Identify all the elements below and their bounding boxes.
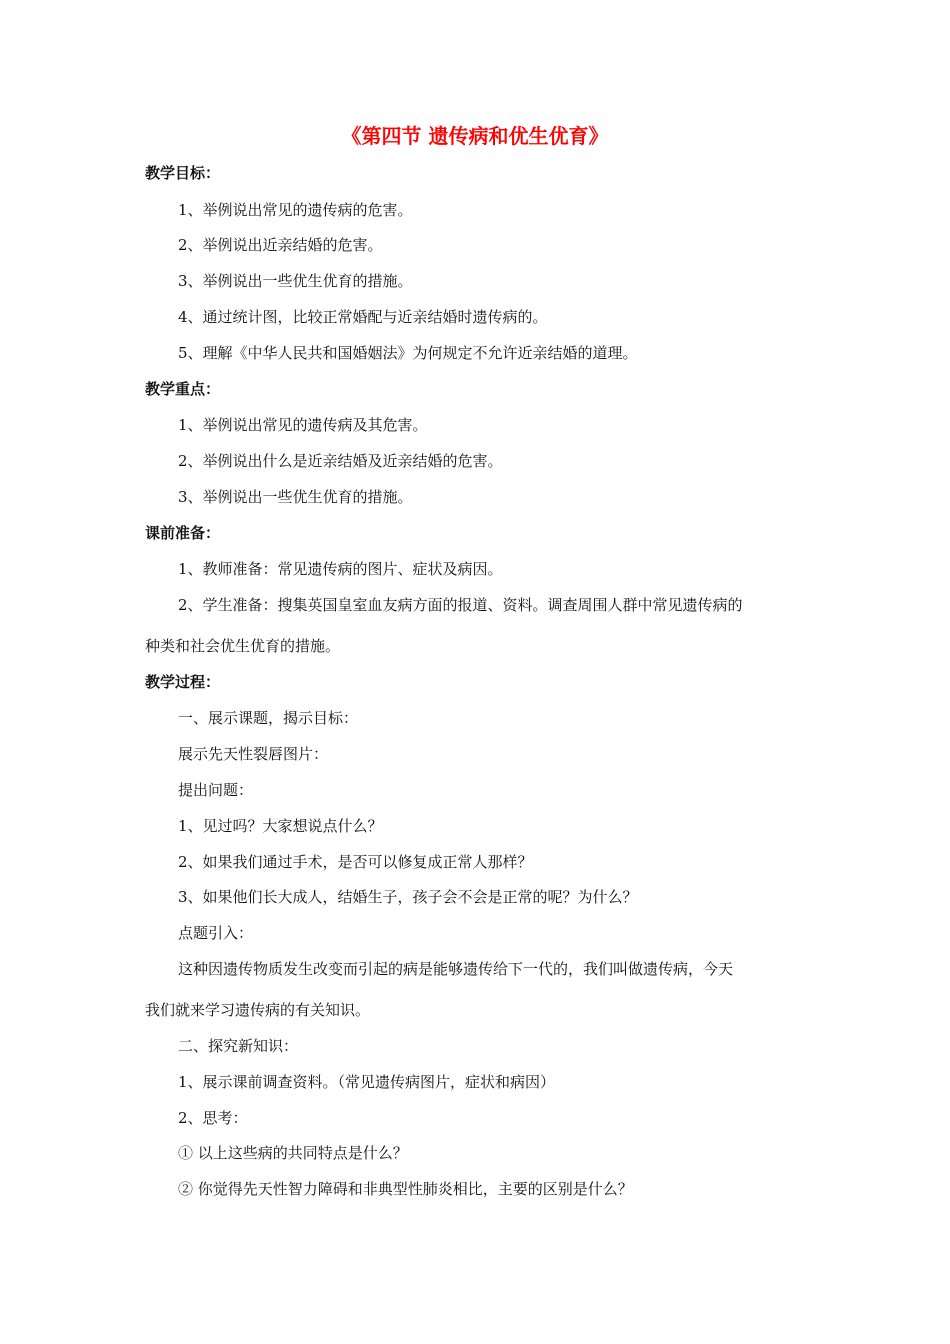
process-item: 1、展示课前调查资料。（常见遗传病图片，症状和病因） <box>178 1073 556 1091</box>
preparation-item: 1、教师准备：常见遗传病的图片、症状及病因。 <box>178 560 503 578</box>
process-item-continued: 我们就来学习遗传病的有关知识。 <box>145 1001 371 1019</box>
objective-item: 2、举例说出近亲结婚的危害。 <box>178 236 383 254</box>
objective-item: 4、通过统计图，比较正常婚配与近亲结婚时遗传病的。 <box>178 308 548 326</box>
process-item: 1、见过吗？大家想说点什么？ <box>178 817 383 835</box>
objective-item: 5、理解《中华人民共和国婚姻法》为何规定不允许近亲结婚的道理。 <box>178 344 638 362</box>
process-item: ② 你觉得先天性智力障碍和非典型性肺炎相比，主要的区别是什么？ <box>178 1180 633 1198</box>
preparation-item-continued: 种类和社会优生优育的措施。 <box>145 637 341 655</box>
process-item: 这种因遗传物质发生改变而引起的病是能够遗传给下一代的，我们叫做遗传病，今天 <box>178 960 734 978</box>
section-heading-objectives: 教学目标： <box>145 164 221 182</box>
document-title: 《第四节 遗传病和优生优育》 <box>341 124 609 148</box>
key-point-item: 3、举例说出一些优生优育的措施。 <box>178 488 413 506</box>
process-item: 3、如果他们长大成人，结婚生子，孩子会不会是正常的呢？为什么？ <box>178 888 638 906</box>
preparation-item: 2、学生准备：搜集英国皇室血友病方面的报道、资料。调查周围人群中常见遗传病的 <box>178 596 743 614</box>
process-item: 提出问题： <box>178 781 254 799</box>
section-heading-preparation: 课前准备： <box>145 524 221 542</box>
process-item: 2、如果我们通过手术，是否可以修复成正常人那样？ <box>178 853 533 871</box>
section-heading-process: 教学过程： <box>145 673 221 691</box>
process-item: 二、探究新知识： <box>178 1037 299 1055</box>
key-point-item: 2、举例说出什么是近亲结婚及近亲结婚的危害。 <box>178 452 503 470</box>
process-item: 点题引入： <box>178 924 254 942</box>
process-item: ① 以上这些病的共同特点是什么？ <box>178 1144 408 1162</box>
key-point-item: 1、举例说出常见的遗传病及其危害。 <box>178 416 428 434</box>
objective-item: 3、举例说出一些优生优育的措施。 <box>178 272 413 290</box>
process-item: 展示先天性裂唇图片： <box>178 745 329 763</box>
objective-item: 1、举例说出常见的遗传病的危害。 <box>178 201 413 219</box>
process-item: 一、展示课题，揭示目标： <box>178 709 359 727</box>
section-heading-key-points: 教学重点： <box>145 380 221 398</box>
process-item: 2、思考： <box>178 1109 248 1127</box>
